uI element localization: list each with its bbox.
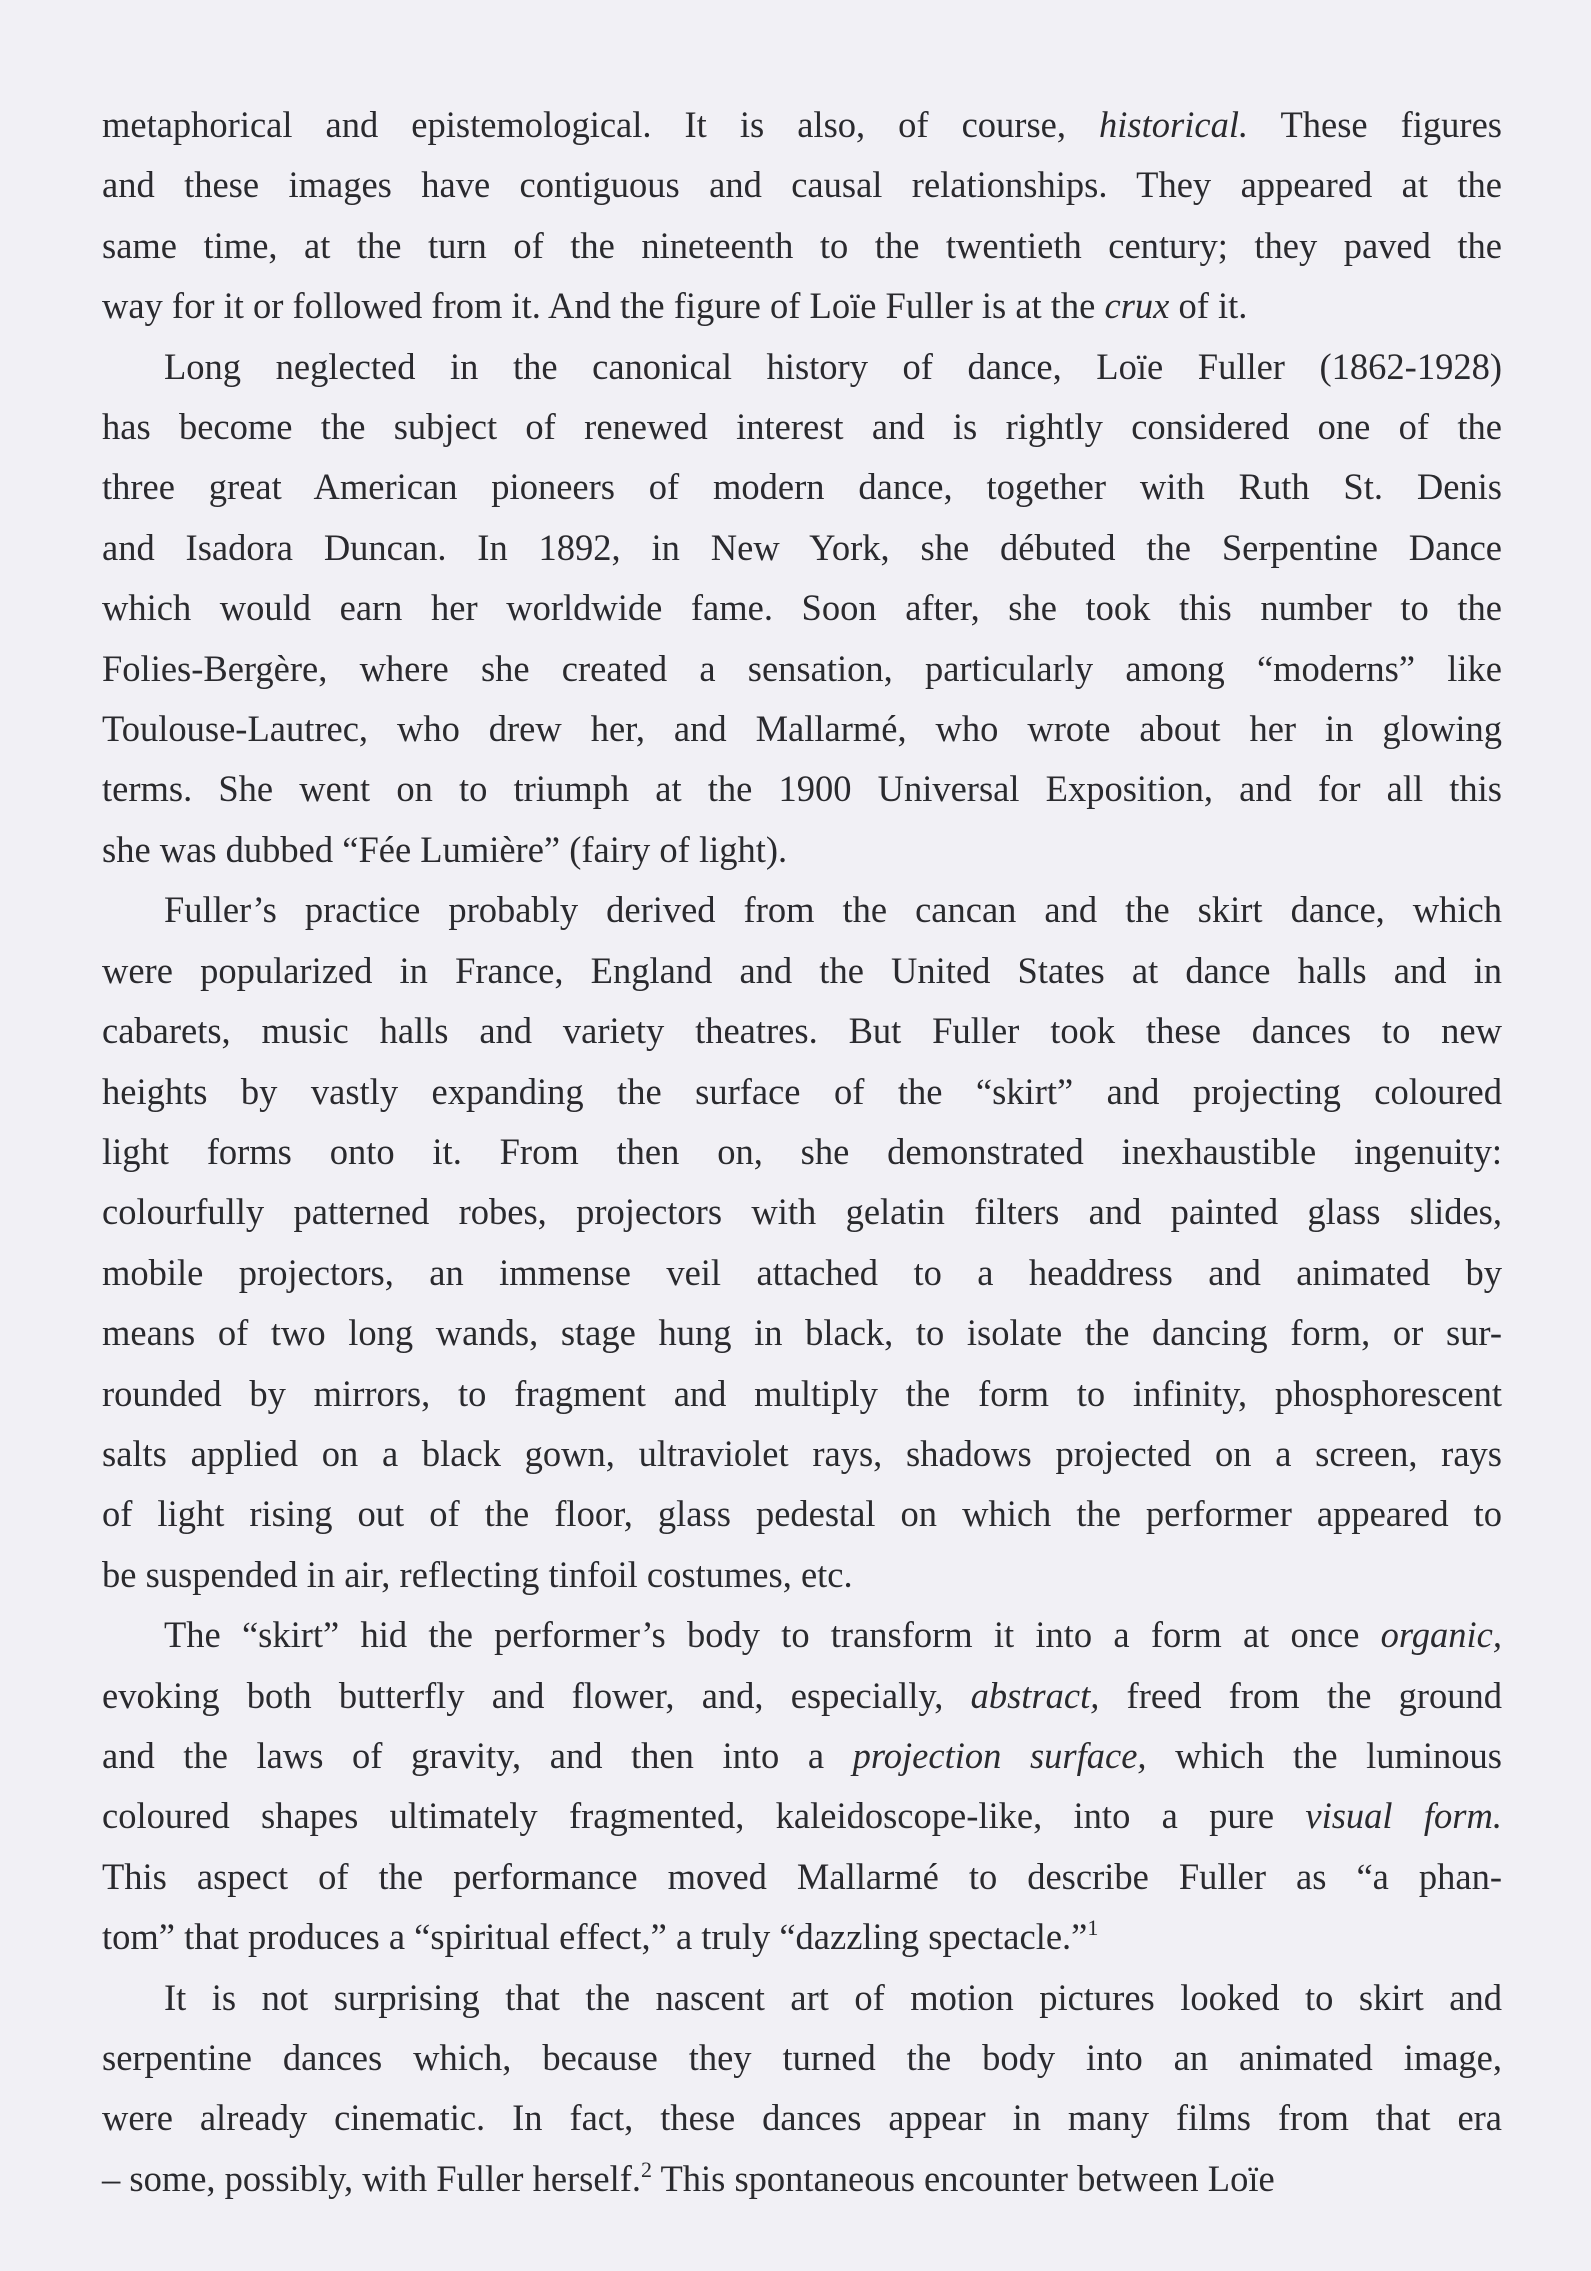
- text-run: same time, at the turn of the nineteenth to the twentieth century; they paved the: [102, 224, 1502, 266]
- text-line: [102, 1968, 1502, 2028]
- text-line: [102, 699, 1502, 759]
- text-run: Fuller’s practice probably derived from the cancan and the skirt dance, which: [164, 889, 1502, 931]
- text-line: [102, 216, 1502, 276]
- text-line: [102, 1424, 1502, 1484]
- text-run: Folies-Bergère, where she created a sensation, particularly among “moderns” like: [102, 647, 1502, 689]
- text-run: which would earn her worldwide fame. Soon after, she took this number to the: [102, 587, 1502, 629]
- text-run: of light rising out of the floor, glass pedestal on which the performer appeared to: [102, 1493, 1502, 1535]
- text-run: means of two long wands, stage hung in black, to isolate the dancing form, or sur-: [102, 1312, 1502, 1354]
- text-run: Long neglected in the canonical history of dance, Loïe Fuller (1862-1928): [164, 345, 1502, 387]
- text-line: [102, 1303, 1502, 1363]
- text-line-content: [102, 708, 1502, 749]
- text-line-content: [102, 1675, 1502, 1716]
- text-run: This spontaneous encounter between Loïe: [652, 2157, 1275, 2199]
- text-line: [102, 1847, 1502, 1907]
- text-line-content: [102, 285, 1247, 326]
- italic-text: abstract,: [970, 1674, 1100, 1716]
- text-line-content: [102, 1071, 1502, 1112]
- text-line-content: [164, 346, 1502, 387]
- text-line-content: [102, 768, 1502, 809]
- text-run: heights by vastly expanding the surface of the “skirt” and projecting coloured: [102, 1070, 1502, 1112]
- text-run: tom” that produces a “spiritual effect,” a truly “dazzling spectacle.”: [102, 1916, 1088, 1958]
- text-run: rounded by mirrors, to fragment and multiply the form to infinity, phosphorescent: [102, 1372, 1502, 1414]
- text-line: [102, 1666, 1502, 1726]
- text-run: three great American pioneers of modern dance, together with Ruth St. Denis: [102, 466, 1502, 508]
- italic-text: visual form.: [1305, 1795, 1502, 1837]
- text-line-content: [102, 406, 1502, 447]
- text-line-content: [102, 1493, 1502, 1534]
- text-line-content: [164, 889, 1502, 930]
- italic-text: organic,: [1380, 1614, 1502, 1656]
- text-line: [102, 1122, 1502, 1182]
- text-line-content: [102, 587, 1502, 628]
- text-line: [102, 2088, 1502, 2148]
- text-line: [102, 820, 1502, 880]
- text-run: mobile projectors, an immense veil attached to a headdress and animated by: [102, 1251, 1502, 1293]
- text-line-content: [102, 1735, 1502, 1776]
- text-line-content: [102, 2158, 1275, 2199]
- text-run: freed from the ground: [1099, 1674, 1502, 1716]
- text-run: which the luminous: [1146, 1734, 1502, 1776]
- text-line: [102, 759, 1502, 819]
- text-line: [102, 880, 1502, 940]
- text-line-content: [102, 829, 787, 870]
- text-line: [102, 1726, 1502, 1786]
- text-run: metaphorical and epistemological. It is also, of course,: [102, 104, 1100, 145]
- text-line: [102, 518, 1502, 578]
- text-line: [102, 397, 1502, 457]
- italic-text: historical.: [1099, 104, 1249, 145]
- text-run: serpentine dances which, because they turned the body into an animated image,: [102, 2037, 1502, 2078]
- text-line: [102, 941, 1502, 1001]
- text-line: [102, 1364, 1502, 1424]
- text-line: [102, 1484, 1502, 1544]
- page-body-text: [102, 95, 1502, 2209]
- text-line-content: [102, 648, 1502, 689]
- text-line-content: [102, 1554, 853, 1595]
- text-line: [102, 2149, 1502, 2209]
- text-line: [102, 1907, 1502, 1967]
- text-run: of it.: [1169, 285, 1248, 327]
- text-run: and these images have contiguous and causal relationships. They appeared at the: [102, 164, 1502, 206]
- text-line-content: [102, 2037, 1502, 2078]
- text-run: evoking both butterfly and flower, and, especially,: [102, 1674, 971, 1716]
- text-line: [102, 1786, 1502, 1846]
- text-run: colourfully patterned robes, projectors with gelatin filters and painted glass slides,: [102, 1191, 1502, 1233]
- text-line: [102, 1243, 1502, 1303]
- text-line-content: [102, 950, 1502, 991]
- text-line-content: [102, 1312, 1502, 1353]
- text-line: [102, 1545, 1502, 1605]
- footnote-marker: 2: [641, 2156, 652, 2182]
- text-run: These figures: [1248, 104, 1502, 145]
- text-line: [102, 1001, 1502, 1061]
- text-line: [102, 1182, 1502, 1242]
- text-line-content: [102, 225, 1502, 266]
- text-line: [102, 95, 1502, 155]
- text-run: This aspect of the performance moved Mallarmé to describe Fuller as “a phan-: [102, 1855, 1502, 1897]
- text-run: she was dubbed “Fée Lumière” (fairy of light).: [102, 828, 788, 870]
- text-line-content: [102, 1191, 1502, 1232]
- text-run: were popularized in France, England and the United States at dance halls and in: [102, 949, 1502, 991]
- text-run: light forms onto it. From then on, she demonstrated inexhaustible ingenuity:: [102, 1130, 1502, 1172]
- text-run: has become the subject of renewed interest and is rightly considered one of the: [102, 406, 1502, 448]
- text-line-content: [102, 104, 1502, 145]
- text-line-content: [102, 1252, 1502, 1293]
- text-line-content: [102, 1856, 1502, 1897]
- text-run: salts applied on a black gown, ultraviolet rays, shadows projected on a screen, rays: [102, 1432, 1502, 1474]
- text-run: be suspended in air, reflecting tinfoil costumes, etc.: [102, 1553, 853, 1595]
- text-line-content: [102, 1373, 1502, 1414]
- text-run: – some, possibly, with Fuller herself.: [102, 2157, 641, 2199]
- text-line: [102, 276, 1502, 336]
- text-line: [102, 337, 1502, 397]
- text-run: terms. She went on to triumph at the 1900 Universal Exposition, and for all this: [102, 768, 1502, 810]
- footnote-marker: 1: [1087, 1915, 1099, 1941]
- text-run: were already cinematic. In fact, these dances appear in many films from that era: [102, 2097, 1502, 2139]
- text-line: [102, 639, 1502, 699]
- text-line-content: [102, 2097, 1502, 2138]
- text-line: [102, 1605, 1502, 1665]
- text-run: Toulouse-Lautrec, who drew her, and Mallarmé, who wrote about her in glowing: [102, 708, 1502, 750]
- text-run: It is not surprising that the nascent art of motion pictures looked to skirt and: [164, 1976, 1502, 2018]
- text-line: [102, 155, 1502, 215]
- text-line: [102, 578, 1502, 638]
- text-line-content: [102, 466, 1502, 507]
- text-line-content: [102, 1916, 1098, 1957]
- italic-text: projection surface,: [852, 1734, 1147, 1776]
- text-line-content: [102, 1010, 1502, 1051]
- italic-text: crux: [1104, 285, 1170, 327]
- text-line-content: [102, 1433, 1502, 1474]
- text-line: [102, 457, 1502, 517]
- text-run: and Isadora Duncan. In 1892, in New York, she débuted the Serpentine Dance: [102, 526, 1502, 568]
- text-run: The “skirt” hid the performer’s body to transform it into a form at once: [164, 1614, 1381, 1656]
- text-line-content: [102, 164, 1502, 205]
- text-line-content: [102, 527, 1502, 568]
- text-line: [102, 1062, 1502, 1122]
- text-line-content: [102, 1131, 1502, 1172]
- text-run: cabarets, music halls and variety theatres. But Fuller took these dances to new: [102, 1010, 1502, 1052]
- text-line-content: [164, 1977, 1502, 2018]
- text-run: way for it or followed from it. And the figure of Loïe Fuller is at the: [102, 285, 1105, 327]
- text-run: coloured shapes ultimately fragmented, kaleidoscope-like, into a pure: [102, 1795, 1306, 1837]
- text-run: and the laws of gravity, and then into a: [102, 1734, 853, 1776]
- text-line-content: [164, 1614, 1502, 1655]
- text-line: [102, 2028, 1502, 2088]
- text-line-content: [102, 1795, 1502, 1836]
